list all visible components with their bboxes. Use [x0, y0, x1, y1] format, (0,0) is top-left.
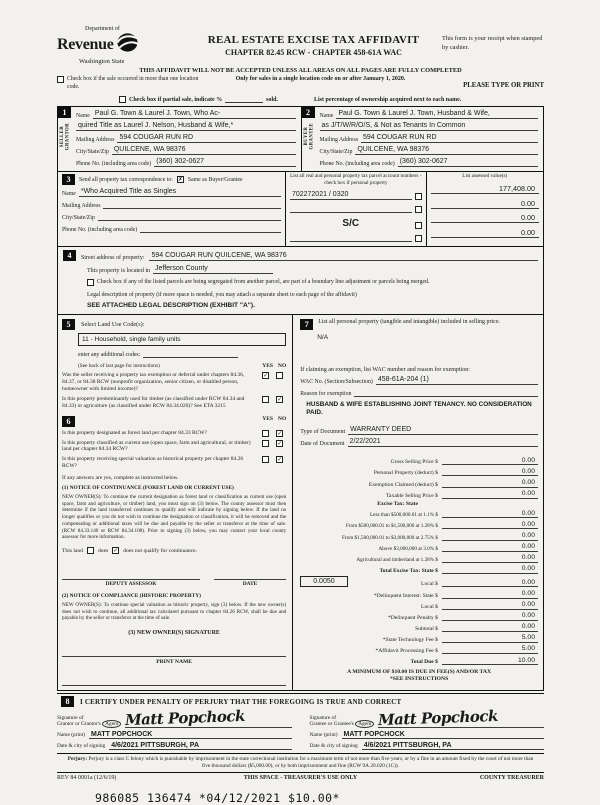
finance-label: Subtotal $: [415, 625, 438, 632]
finance-row: [300, 645, 538, 654]
finance-row: [300, 510, 538, 519]
finance-value: 0.00: [442, 532, 538, 541]
s5-yes-header: YES: [262, 362, 273, 369]
ownership-note: List percentage of ownership acquired next to each name.: [314, 97, 462, 104]
buyer-name-line1: Paul G. Town & Laurel J. Town, Husband & Wife,: [336, 110, 538, 119]
cashier-receipt-stamp: 986085 136474 *04/12/2021 $10.00*: [95, 791, 340, 805]
legal-description-value: SEE ATTACHED LEGAL DESCRIPTION (EXHIBIT "A").: [87, 301, 255, 309]
form-header: [57, 26, 544, 65]
section-3-number: 3: [62, 174, 75, 185]
logo-revenue: Revenue: [57, 36, 114, 53]
reason-value: HUSBAND & WIFE ESTABLISHING JOINT TENANCY. NO CONSIDERATION PAID.: [306, 400, 532, 417]
assessed-values-column: [427, 172, 543, 246]
section-8-number: 8: [61, 696, 74, 707]
section-7-number: 7: [300, 319, 313, 330]
certification-section: [57, 693, 544, 750]
s5-q1-text: Was the seller receiving a property tax exemption or deferral under chapters 84.36, 84.37, or 84.38 RCW (nonprofit organization, senior citizen, or disabled person, homeowner with limited income)?: [62, 372, 245, 392]
parcel-number: 702272021 / 0320: [290, 191, 412, 200]
wac-label: WAC No. (Section/Subsection): [300, 378, 373, 385]
finance-row: [300, 532, 538, 541]
located-value: Jefferson County: [153, 265, 273, 274]
corr-mailing-value: [103, 200, 280, 209]
grantee-sig-label: Signature of Grantee or Grantee's Agent: [310, 715, 375, 729]
finance-label: Taxable Selling Price $: [386, 492, 438, 499]
personal-property-label: List all personal property (tangible and intangible) included in selling price.: [318, 318, 500, 325]
corr-city-value: [98, 212, 281, 221]
finance-row: [300, 590, 538, 599]
deputy-date-label: DATE: [242, 581, 258, 587]
form-footer: [57, 775, 544, 781]
buyer-phone-label: Phone No. (including area code): [319, 161, 395, 168]
finance-label: Total Excise Tax: State $: [379, 567, 438, 574]
s5-q2-no-checkbox: ✓: [277, 395, 283, 403]
assessed-value-row: [431, 199, 539, 209]
wac-value: 458-61A-204 (1): [376, 376, 538, 385]
partial-sale-checkbox: [119, 96, 126, 103]
corr-name-value: *Who Acquired Title as Singles: [79, 188, 281, 197]
sc-annotation: S/C: [342, 217, 360, 229]
grantor-signature-block: [57, 709, 292, 750]
parcel-row: [290, 233, 422, 242]
segregated-label: Check box if any of the listed parcels are being segregated from another parcel, are part of a boundary line adjustment or parcels being merged.: [97, 279, 430, 286]
buyer-grantee-box: [301, 107, 544, 171]
finance-label: *Delinquent Penalty $: [387, 614, 438, 621]
finance-value: 0.00: [442, 543, 538, 552]
seller-name-line2: quired Title as Laurel J. Nelson, Husband & Wife,*: [76, 122, 296, 131]
logo-dept-of: Department of: [85, 26, 120, 32]
county-treasurer-label: COUNTY TREASURER: [479, 775, 544, 782]
street-address-label: Street address of property:: [81, 255, 145, 262]
finance-label: *Affidavit Processing Fee $: [375, 647, 438, 654]
perjury-label: Perjury:: [67, 756, 88, 763]
finance-row: [300, 554, 538, 563]
perjury-text: Perjury is a class C felony which is punishable by imprisonment in the state correctional institution for a maximum term of not more than five years, or by a fine in an amount fixed by the court of not more than five thousand dollars ($5,000.00), or by both imprisonment and fine (RCW 9A.20.020 (1C)).: [88, 756, 534, 770]
finance-value: 0.00: [442, 579, 538, 588]
finance-row: [300, 612, 538, 621]
grantor-name-print-value: MATT POPCHOCK: [91, 731, 153, 739]
additional-codes-label: enter any additional codes:: [78, 351, 141, 358]
personal-property-checkbox: [415, 222, 422, 229]
s5-q1-no-checkbox: [276, 372, 283, 379]
finance-row: [300, 501, 538, 507]
street-address-value: 594 COUGAR RUN QUILCENE, WA 98376: [149, 252, 538, 261]
finance-row: [300, 623, 538, 632]
land-use-title: Select Land Use Code(s):: [81, 320, 145, 328]
property-section: [57, 247, 544, 315]
rev-number: REV 84 0001a (12/6/19): [57, 775, 117, 782]
finance-label: From $500,000.01 to $1,500,000 at 1.28% $: [345, 523, 438, 530]
grantee-signature-block: [310, 709, 545, 750]
finance-value: 0.00: [442, 601, 538, 610]
parcel-row: [290, 218, 422, 229]
receipt-note: This form is your receipt when stamped by cashier.: [442, 35, 543, 51]
buyer-phone-value: (360) 302-0627: [398, 158, 538, 167]
finance-row: [300, 565, 538, 574]
form-title: REAL ESTATE EXCISE TAX AFFIDAVIT: [207, 34, 420, 46]
section-1-number: 1: [58, 107, 71, 118]
doc-date-label: Date of Document: [300, 440, 345, 447]
seller-mailing-label: Mailing Address: [76, 137, 115, 144]
qualify-prefix: This land: [62, 547, 83, 554]
finance-value: 0.00: [442, 554, 538, 563]
personal-property-checkbox: [415, 235, 422, 242]
buyer-mailing-value: 594 COUGAR RUN RD: [361, 134, 538, 143]
type-or-print: PLEASE TYPE OR PRINT: [463, 82, 544, 89]
s6-yes-header: YES: [262, 415, 273, 422]
correspondence-parcels-table: [57, 172, 544, 247]
s5-no-header: NO: [277, 362, 287, 369]
dor-logo: [57, 26, 185, 65]
correspondence-label: Send all property tax correspondence to:: [79, 176, 173, 183]
s6-q2-no-checkbox: ✓: [277, 439, 283, 447]
buyer-mailing-label: Mailing Address: [319, 137, 358, 144]
s5-q1-yes-checkbox: ✓: [263, 372, 269, 380]
seller-phone-value: (360) 302-0627: [154, 158, 295, 167]
finance-value: 0.00: [442, 510, 538, 519]
grantee-signature: Matt Popchock: [378, 707, 499, 730]
s5-q2-text: Is this property predominantly used for timber (as classified under RCW 84.34 and 84.33) or agriculture (as classified under RCW 84.34.020)? See ETA 3215: [62, 395, 245, 409]
see-instructions: *SEE INSTRUCTIONS: [389, 676, 449, 683]
finance-label: *Delinquent Interest: State $: [373, 592, 438, 599]
form-chapter: CHAPTER 82.45 RCW - CHAPTER 458-61A WAC: [225, 48, 402, 57]
finance-label: Exemption Claimed (deduct) $: [368, 481, 438, 488]
parcel-numbers-column: [286, 172, 427, 246]
finance-table: [300, 457, 538, 665]
main-columns: [57, 315, 544, 692]
grantee-date-city-value: 4/6/2021 PITTSBURGH, PA: [363, 742, 452, 750]
does-not-checkbox: ✓: [113, 547, 119, 554]
corr-mailing-label: Mailing Address: [62, 203, 101, 210]
grantor-agent-circled: Agent: [102, 720, 121, 728]
grantee-name-print-label: Name (print): [309, 732, 338, 739]
s6-q1-yes-checkbox: [262, 430, 269, 437]
assessed-value: 177,408.00: [431, 184, 539, 194]
s6-q2-text: Is this property classified as current use (open space, farm and agricultural, or timber) land per chapter 84.34 RCW?: [62, 439, 251, 453]
assessed-value: 0.00: [431, 213, 539, 223]
parcel-number: [290, 204, 412, 213]
corr-phone-value: [140, 224, 281, 233]
grantor-sig-label: Signature of Grantor or Grantor's Agent: [57, 715, 121, 729]
land-use-code-value: 11 - Household, single family units: [78, 333, 286, 346]
deputy-assessor-signature-line: [62, 568, 200, 580]
logo-wa-state: Washington State: [79, 58, 125, 65]
seller-name-label: Name: [76, 113, 90, 120]
parcel-row: [290, 204, 422, 213]
additional-codes-value: [143, 349, 238, 358]
certify-statement: I CERTIFY UNDER PENALTY OF PERJURY THAT THE FOREGOING IS TRUE AND CORRECT: [80, 697, 402, 706]
parcel-column-header: List all real and personal property tax parcel account numbers - check box if personal property: [290, 173, 422, 186]
assessed-value: 0.00: [431, 199, 539, 209]
finance-label: Less than $500,000.01 at 1.1% $: [369, 512, 438, 519]
grantor-date-city-value: 4/6/2021 PITTSBURGH, PA: [111, 742, 200, 750]
section-2-number: 2: [302, 107, 315, 118]
finance-value: 0.00: [442, 490, 538, 499]
seller-city-label: City/State/Zip: [76, 149, 109, 156]
corr-phone-label: Phone No. (including area code): [62, 227, 138, 234]
finance-row: [300, 468, 538, 477]
partial-sale-label: Check box if partial sale, indicate %: [129, 97, 223, 104]
buyer-name-label: Name: [319, 113, 334, 120]
same-as-checkbox: ✗: [177, 176, 183, 184]
finance-value: 10.00: [442, 657, 538, 666]
finance-row: [300, 657, 538, 666]
grantor-name-print-label: Name (print): [57, 732, 85, 739]
segregated-checkbox: [87, 279, 94, 286]
form-warning: THIS AFFIDAVIT WILL NOT BE ACCEPTED UNLESS ALL AREAS ON ALL PAGES ARE FULLY COMPLETED: [139, 67, 462, 74]
finance-label: Total Due $: [410, 659, 438, 666]
grantee-date-city-label: Date & city of signing: [309, 743, 358, 750]
personal-property-value: N/A: [317, 333, 329, 341]
finance-label: Local $: [421, 581, 438, 588]
seller-side-label: SELLER GRANTOR: [60, 123, 71, 151]
s6-q3-yes-checkbox: [262, 456, 269, 463]
revenue-swirl-icon: [116, 32, 139, 58]
grantee-agent-circled: Agent: [355, 720, 374, 728]
personal-property-checkbox: [415, 206, 422, 213]
finance-row: [300, 521, 538, 530]
section-7-column: [293, 315, 543, 691]
doc-type-value: WARRANTY DEED: [348, 426, 538, 435]
finance-value: 0.00: [442, 612, 538, 621]
finance-value: 0.00: [442, 521, 538, 530]
partial-sale-sold: sold.: [266, 97, 279, 104]
if-any-note: If any answers are yes, complete as instructed below.: [62, 475, 179, 482]
reason-label: Reason for exemption: [300, 390, 352, 397]
grantor-signature: Matt Popchock: [125, 707, 246, 730]
deputy-assessor-label: DEPUTY ASSESSOR: [105, 581, 157, 587]
notice2-body: NEW OWNER(S): To continue special valuation as historic property, sign (3) below. If the new owner(s) does not wish to continue, all additional tax calculated pursuant to chapter 84.26 RCW, shall be due and payable by the seller or transferor at the time of sale.: [62, 602, 287, 622]
new-owner-sig-label: (3) NEW OWNER(S) SIGNATURE: [128, 630, 220, 637]
s6-q3-no-checkbox: ✓: [277, 456, 283, 464]
multi-location-checkbox: [57, 76, 64, 83]
seller-phone-label: Phone No. (including area code): [76, 161, 152, 168]
doc-date-value: 2/22/2021: [348, 438, 538, 447]
section-4-number: 4: [63, 250, 76, 261]
assessed-value-row: [431, 213, 539, 223]
print-name-line: [62, 674, 286, 686]
located-label: This property is located in: [87, 268, 150, 275]
grantee-name-print-value: MATT POPCHOCK: [343, 731, 405, 739]
seller-mailing-value: 594 COUGAR RUN RD: [117, 134, 295, 143]
buyer-city-value: QUILCENE, WA 98376: [355, 146, 538, 155]
notice1-title: (1) NOTICE OF CONTINUANCE (FOREST LAND OR CURRENT USE): [62, 485, 234, 492]
local-rate-box: 0.0050: [300, 576, 347, 587]
deputy-date-line: [214, 568, 286, 580]
exemption-intro: If claiming an exemption, list WAC number and reason for exemption:: [300, 366, 470, 373]
assessed-value: 0.00: [431, 228, 539, 238]
parcel-number: [290, 233, 412, 242]
perjury-statement: [57, 753, 544, 773]
same-as-label: Same as Buyer/Grantee: [187, 176, 243, 183]
correspondence-box: [58, 172, 286, 246]
print-name-label: PRINT NAME: [156, 659, 192, 666]
finance-label: Agricultural and timberland at 1.28% $: [356, 556, 438, 563]
notice2-title: (2) NOTICE OF COMPLIANCE (HISTORIC PROPERTY): [62, 593, 201, 599]
finance-row: [300, 490, 538, 499]
multi-location-label: Check box if the sale occurred in more than one location code.: [67, 76, 199, 90]
sections-5-6-column: [58, 315, 293, 691]
assessed-column-header: List assessed value(s): [462, 173, 508, 180]
finance-label: *State Technology Fee $: [382, 636, 438, 643]
finance-value: 0.00: [442, 479, 538, 488]
grantor-date-city-label: Date & city of signing: [57, 743, 106, 750]
buyer-name-line2: as J/T/W/R/O/S, & Not as Tenants In Common: [320, 122, 539, 131]
finance-value: 5.00: [442, 645, 538, 654]
finance-label: From $1,500,000.01 to $3,000,000 at 2.75% $: [342, 534, 438, 541]
finance-row: [300, 479, 538, 488]
buyer-city-label: City/State/Zip: [319, 149, 353, 156]
finance-value: 5.00: [442, 634, 538, 643]
finance-row: [300, 457, 538, 466]
finance-value: 0.00: [442, 457, 538, 466]
buyer-side-label: BUYER GRANTEE: [303, 123, 315, 150]
finance-label: Gross Selling Price $: [390, 459, 438, 466]
partial-sale-percent-field: [225, 96, 263, 103]
finance-value: 0.00: [442, 623, 538, 632]
finance-value: 0.00: [442, 565, 538, 574]
finance-row: [300, 634, 538, 643]
finance-label: Local $: [421, 603, 438, 610]
corr-name-label: Name: [62, 191, 76, 198]
s6-q1-text: Is this property designated as forest land per chapter 84.33 RCW?: [62, 429, 207, 436]
personal-property-checkbox: [415, 193, 422, 200]
finance-label: Above $3,000,000 at 3.0% $: [378, 545, 438, 552]
does-not-label: does not qualify for continuance.: [123, 547, 198, 554]
reason-line: [354, 388, 538, 397]
treasurer-space-label: THIS SPACE - TREASURER'S USE ONLY: [243, 775, 358, 782]
finance-row: [300, 601, 538, 610]
assessed-value-row: [431, 228, 539, 238]
finance-value: 0.00: [442, 590, 538, 599]
legal-description-label: Legal description of property (if more space is needed, you may attach a separate sheet to each page of the affidavit): [87, 291, 357, 298]
s6-q3-text: Is this property receiving special valuation as historical property per chapter 84.26 RCW?: [62, 456, 244, 470]
corr-city-label: City/State/Zip: [62, 215, 95, 222]
section-6-number: 6: [62, 416, 75, 427]
seller-city-value: QUILCENE, WA 98376: [112, 146, 296, 155]
seller-grantor-box: [58, 107, 301, 171]
minimum-note: A MINIMUM OF $10.00 IS DUE IN FEE(S) AND/OR TAX: [347, 669, 492, 676]
section-5-number: 5: [62, 319, 75, 330]
s6-q2-yes-checkbox: [262, 440, 269, 447]
seller-name-line1: Paul G. Town & Laurel J. Town, Who Ac-: [93, 110, 296, 119]
parties-table: [57, 106, 544, 172]
single-location-note: Only for sales in a single location code on or after January 1, 2020.: [235, 76, 406, 82]
finance-value: 0.00: [442, 468, 538, 477]
does-checkbox: [87, 547, 94, 554]
instructions-note: (See back of last page for instructions): [78, 362, 160, 369]
finance-label: Excise Tax: State: [377, 501, 418, 508]
s5-q2-yes-checkbox: [262, 396, 269, 403]
does-label: does: [97, 547, 109, 554]
s6-no-header: NO: [277, 415, 287, 422]
s6-q1-no-checkbox: ✓: [277, 429, 283, 437]
finance-label: Personal Property (deduct) $: [373, 470, 438, 477]
finance-row: [300, 543, 538, 552]
assessed-value-row: [431, 184, 539, 194]
notice1-body: NEW OWNER(S): To continue the current designation as forest land or classification as current use (open space, farm and agriculture, or timber) land, you must sign on (3) below. The county assessor must then determine if the land transferred continues to qualify and will indicate by signing below. If the land no longer qualifies or you do not wish to continue the designation or classification, it will be removed and the compensating or additional taxes will be due and payable by the seller or transferor at the time of sale. (RCW 84.33.140 or RCW 84.34.108). Prior to signing (3) below, you may contact your local county assessor for more information.: [62, 494, 287, 541]
finance-row: [300, 576, 538, 587]
doc-type-label: Type of Document: [300, 428, 346, 435]
parcel-row: [290, 191, 422, 200]
new-owner-signature-line: [62, 645, 286, 657]
